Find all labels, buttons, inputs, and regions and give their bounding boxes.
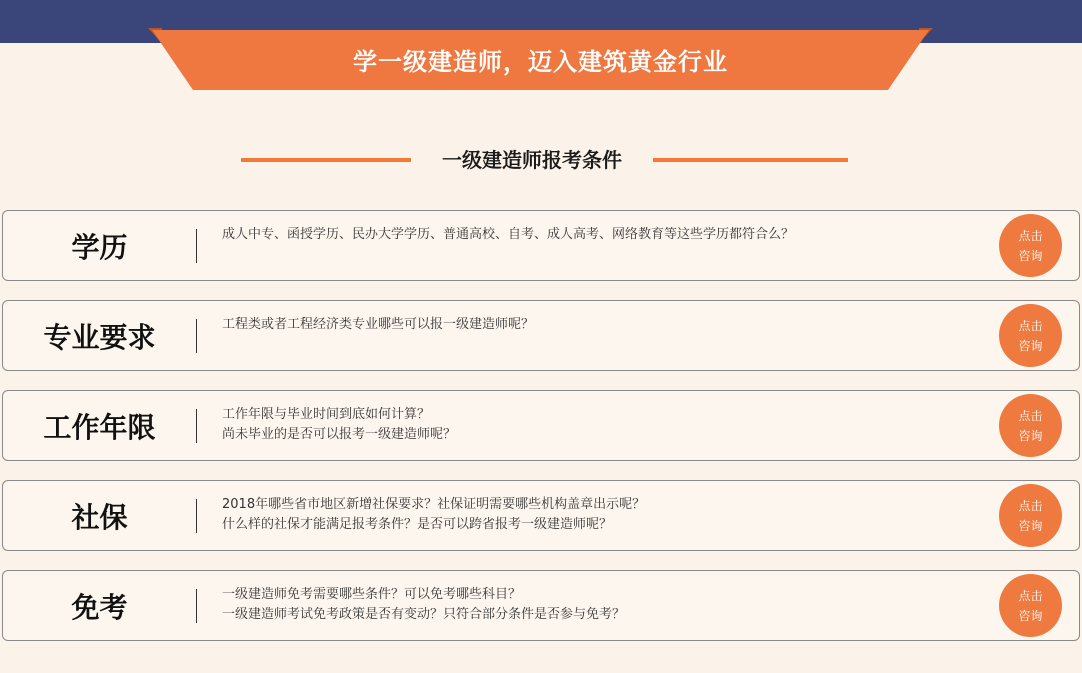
consult-button[interactable] bbox=[999, 574, 1062, 637]
consult-button-line2: 咨询 bbox=[1018, 248, 1043, 263]
card-questions bbox=[222, 225, 982, 245]
consult-button-line2: 咨询 bbox=[1018, 608, 1043, 623]
card-label: 社保 bbox=[71, 500, 128, 534]
consult-button[interactable] bbox=[999, 484, 1062, 547]
section-heading bbox=[0, 144, 1082, 174]
consult-button[interactable] bbox=[999, 394, 1062, 457]
consult-button-line1: 点击 bbox=[1018, 318, 1043, 333]
consult-button-line1: 点击 bbox=[1018, 228, 1043, 243]
card-questions bbox=[222, 315, 982, 335]
question-line[interactable]: 工程类或者工程经济类专业哪些可以报一级建造师呢？ bbox=[222, 317, 535, 332]
heading-line-left bbox=[241, 158, 411, 162]
consult-button-line2: 咨询 bbox=[1018, 428, 1043, 443]
question-line[interactable]: 工作年限与毕业时间到底如何计算？ bbox=[222, 407, 431, 422]
card-label: 免考 bbox=[71, 590, 128, 624]
card-divider bbox=[196, 319, 197, 353]
card-label: 学历 bbox=[71, 230, 128, 264]
condition-card-exemption bbox=[2, 570, 1080, 641]
card-questions bbox=[222, 405, 982, 445]
heading-line-right bbox=[653, 158, 848, 162]
card-divider bbox=[196, 589, 197, 623]
consult-button[interactable] bbox=[999, 214, 1062, 277]
consult-button-line1: 点击 bbox=[1018, 498, 1043, 513]
section-title: 一级建造师报考条件 bbox=[442, 148, 622, 172]
card-label: 专业要求 bbox=[43, 320, 156, 354]
card-questions bbox=[222, 585, 982, 625]
consult-button[interactable] bbox=[999, 304, 1062, 367]
consult-button-line1: 点击 bbox=[1018, 408, 1043, 423]
banner-title: 学一级建造师，迈入建筑黄金行业 bbox=[353, 48, 728, 76]
card-divider bbox=[196, 229, 197, 263]
question-line[interactable]: 一级建造师免考需要哪些条件？可以免考哪些科目？ bbox=[222, 587, 522, 602]
condition-card-work-years bbox=[2, 390, 1080, 461]
question-line[interactable]: 什么样的社保才能满足报考条件？是否可以跨省报考一级建造师呢？ bbox=[222, 517, 613, 532]
consult-button-line2: 咨询 bbox=[1018, 338, 1043, 353]
question-line[interactable]: 成人中专、函授学历、民办大学学历、普通高校、自考、成人高考、网络教育等这些学历都符合么？ bbox=[222, 227, 795, 242]
card-divider bbox=[196, 499, 197, 533]
card-questions bbox=[222, 495, 982, 535]
card-label: 工作年限 bbox=[43, 410, 156, 444]
condition-card-major bbox=[2, 300, 1080, 371]
condition-card-education bbox=[2, 210, 1080, 281]
consult-button-line1: 点击 bbox=[1018, 588, 1043, 603]
card-divider bbox=[196, 409, 197, 443]
title-ribbon bbox=[148, 28, 933, 91]
condition-card-social-security bbox=[2, 480, 1080, 551]
question-line[interactable]: 尚未毕业的是否可以报考一级建造师呢？ bbox=[222, 427, 457, 442]
question-line[interactable]: 2018年哪些省市地区新增社保要求？社保证明需要哪些机构盖章出示呢？ bbox=[222, 497, 646, 512]
consult-button-line2: 咨询 bbox=[1018, 518, 1043, 533]
question-line[interactable]: 一级建造师考试免考政策是否有变动？只符合部分条件是否参与免考？ bbox=[222, 607, 626, 622]
